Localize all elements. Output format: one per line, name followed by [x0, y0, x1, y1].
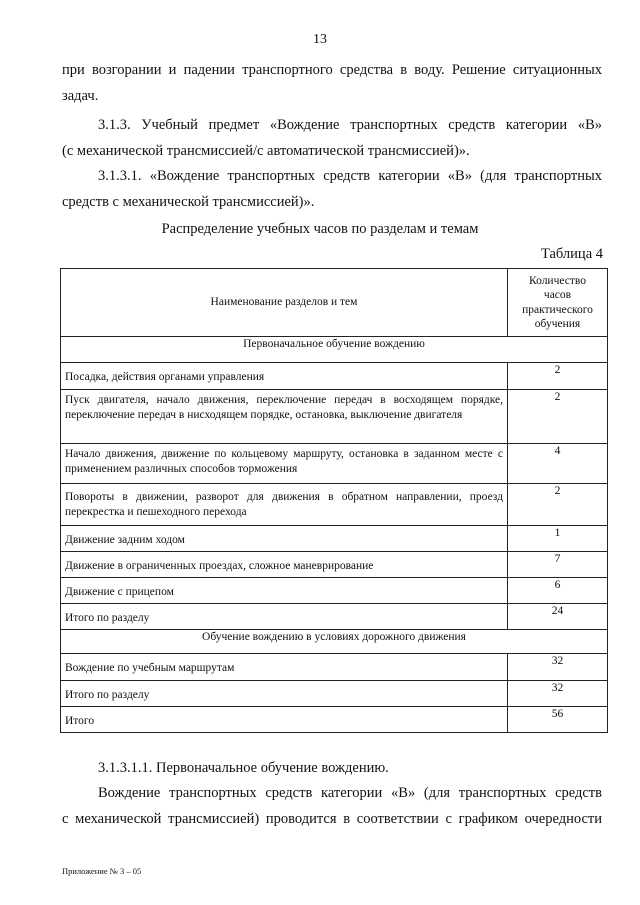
table-row [61, 363, 608, 390]
subsection-title: 3.1.3.1.1. Первоначальное обучение вождению. [98, 760, 389, 776]
section-1-title: Первоначальное обучение вождению [61, 337, 608, 363]
table-label: Таблица 4 [540, 246, 603, 262]
body-line-1: Вождение транспортных средств категории «В» (для транспортных средств [98, 785, 602, 801]
row-topic: Итого по разделу [61, 681, 508, 707]
intro-line-1: при возгорании и падении транспортного средства в воду. Решение ситуационных [62, 62, 602, 78]
hours-table [60, 268, 608, 733]
row-topic: Движение в ограниченных проездах, сложное маневрирование [61, 552, 508, 578]
row-topic: Повороты в движении, разворот для движения в обратном направлении, проезд перекрестка и пешеходного перехода [61, 484, 508, 526]
table-row [61, 390, 608, 444]
row-topic: Движение задним ходом [61, 526, 508, 552]
row-hours: 2 [508, 390, 608, 444]
row-hours: 4 [508, 444, 608, 484]
section-row [61, 630, 608, 654]
header-topic: Наименование разделов и тем [61, 269, 508, 337]
table-row [61, 681, 608, 707]
row-hours: 32 [508, 681, 608, 707]
row-hours: 7 [508, 552, 608, 578]
table-row [61, 707, 608, 733]
section-3131-line-2: средств с механической трансмиссией)». [62, 194, 315, 210]
table-row [61, 444, 608, 484]
row-hours: 2 [508, 484, 608, 526]
header-hours: Количество часов практического обучения [508, 269, 608, 337]
body-line-2: с механической трансмиссией) проводится в соответствии с графиком очередности [62, 811, 602, 827]
section-313-line-2: (с механической трансмиссией/с автоматической трансмиссией)». [62, 143, 470, 159]
row-hours: 56 [508, 707, 608, 733]
table-header-row [61, 269, 608, 337]
section-313-line-1: 3.1.3. Учебный предмет «Вождение транспортных средств категории «В» [98, 117, 602, 133]
section-row [61, 337, 608, 363]
table-row [61, 604, 608, 630]
row-topic: Посадка, действия органами управления [61, 363, 508, 390]
table-row [61, 578, 608, 604]
row-topic: Начало движения, движение по кольцевому маршруту, остановка в заданном месте с применением различных способов торможения [61, 444, 508, 484]
row-topic: Итого по разделу [61, 604, 508, 630]
table-row [61, 654, 608, 681]
row-hours: 2 [508, 363, 608, 390]
row-topic: Движение с прицепом [61, 578, 508, 604]
section-3131-line-1: 3.1.3.1. «Вождение транспортных средств категории «В» (для транспортных [98, 168, 602, 184]
row-topic: Вождение по учебным маршрутам [61, 654, 508, 681]
page-number: 13 [313, 32, 327, 47]
table-row [61, 484, 608, 526]
intro-line-2: задач. [62, 88, 99, 104]
row-hours: 24 [508, 604, 608, 630]
footer-note: Приложение № 3 – 05 [62, 866, 142, 876]
row-topic: Итого [61, 707, 508, 733]
table-row [61, 552, 608, 578]
row-topic: Пуск двигателя, начало движения, переключение передач в восходящем порядке, переключение передач в нисходящем порядке, остановка, выключение двигателя [61, 390, 508, 444]
row-hours: 6 [508, 578, 608, 604]
row-hours: 32 [508, 654, 608, 681]
table-caption: Распределение учебных часов по разделам и темам [161, 221, 479, 237]
section-2-title: Обучение вождению в условиях дорожного движения [61, 630, 608, 654]
table-row [61, 526, 608, 552]
row-hours: 1 [508, 526, 608, 552]
